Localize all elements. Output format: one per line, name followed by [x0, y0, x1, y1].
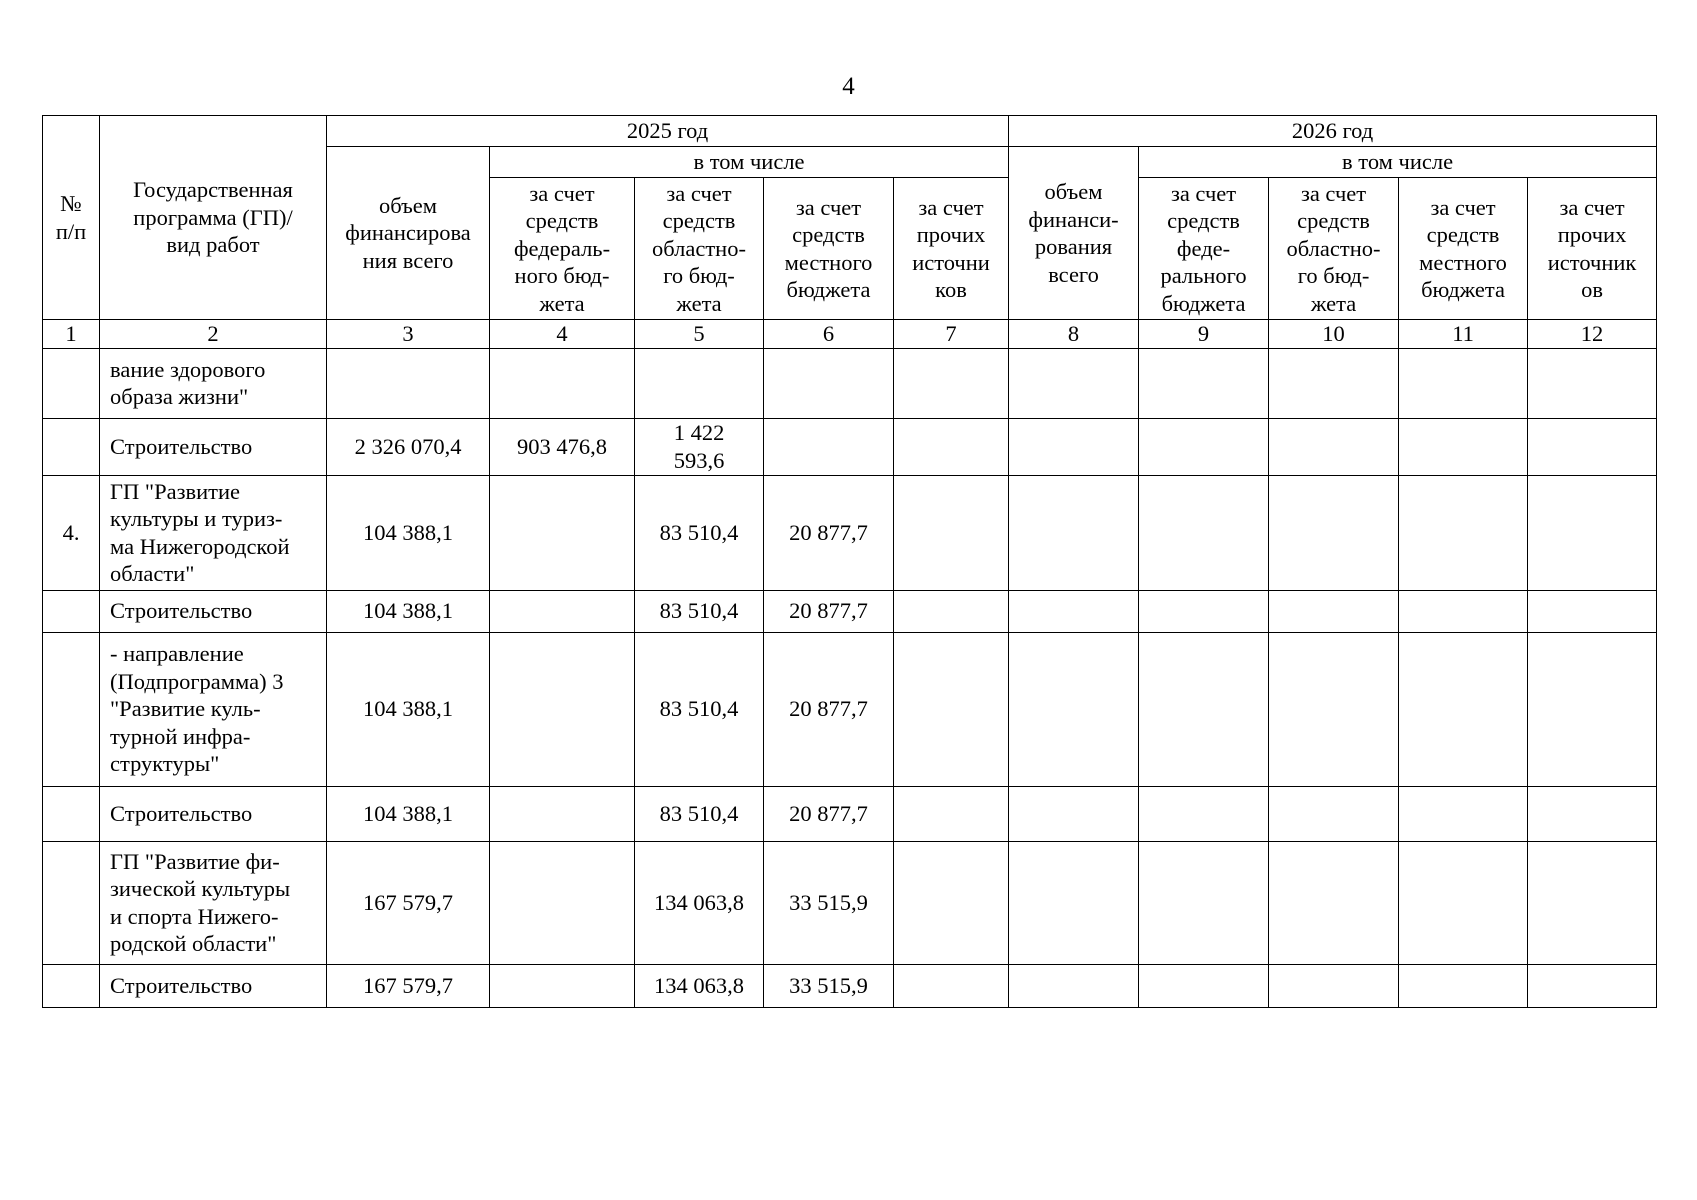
- value-cell: [635, 418, 764, 475]
- value-cell: [635, 348, 764, 418]
- value-cell: [1399, 590, 1528, 632]
- row-number: [43, 632, 100, 786]
- table-body: [43, 348, 1657, 1007]
- budget-table: [42, 115, 1657, 1008]
- value-cell: [1399, 348, 1528, 418]
- value-cell: [1528, 590, 1657, 632]
- column-number: 6: [764, 320, 894, 349]
- value-cell: [1139, 418, 1269, 475]
- program-cell: [100, 964, 327, 1007]
- value-cell: [1009, 786, 1139, 841]
- value-text: 33 515,9: [789, 889, 868, 915]
- value-cell: [490, 964, 635, 1007]
- value-cell: [1009, 418, 1139, 475]
- value-cell: [894, 348, 1009, 418]
- value-text: 104 388,1: [363, 598, 453, 624]
- value-cell: [1399, 632, 1528, 786]
- program-cell: [100, 475, 327, 590]
- row-number: [43, 590, 100, 632]
- value-cell: [490, 590, 635, 632]
- value-text: 20 877,7: [789, 598, 868, 624]
- program-cell: [100, 786, 327, 841]
- value-cell: [764, 964, 894, 1007]
- value-cell: [1528, 632, 1657, 786]
- value-cell: [327, 418, 490, 475]
- value-cell: [764, 632, 894, 786]
- column-number: 8: [1009, 320, 1139, 349]
- table-header: [43, 116, 1657, 349]
- value-cell: [1009, 590, 1139, 632]
- table-row: [43, 590, 1657, 632]
- value-cell: [1399, 841, 1528, 964]
- header-local-2025: за счет средств местного бюджета: [764, 178, 894, 320]
- value-cell: [1399, 475, 1528, 590]
- program-text: вание здорового образа жизни": [110, 356, 266, 409]
- value-text: 167 579,7: [363, 889, 453, 915]
- value-cell: [327, 475, 490, 590]
- value-cell: [894, 418, 1009, 475]
- value-cell: [1399, 786, 1528, 841]
- column-number: 11: [1399, 320, 1528, 349]
- value-cell: [1139, 348, 1269, 418]
- program-cell: [100, 590, 327, 632]
- value-cell: [635, 632, 764, 786]
- value-text: 134 063,8: [654, 972, 744, 998]
- value-cell: [894, 841, 1009, 964]
- value-cell: [894, 590, 1009, 632]
- value-cell: [764, 475, 894, 590]
- value-cell: [1528, 786, 1657, 841]
- column-number-row: [43, 320, 1657, 349]
- table-row: [43, 475, 1657, 590]
- value-cell: [1139, 632, 1269, 786]
- row-number: [43, 348, 100, 418]
- header-regional-2025: за счет средств областно- го бюд- жета: [635, 178, 764, 320]
- value-text: 1 422 593,6: [673, 420, 725, 473]
- value-cell: [1269, 590, 1399, 632]
- header-year-2025: 2025 год: [327, 116, 1009, 147]
- value-cell: [327, 841, 490, 964]
- value-cell: [1139, 786, 1269, 841]
- value-cell: [327, 786, 490, 841]
- program-text: Строительство: [110, 598, 253, 624]
- header-year-2026: 2026 год: [1009, 116, 1657, 147]
- value-text: 33 515,9: [789, 972, 868, 998]
- value-text: 83 510,4: [659, 519, 739, 545]
- value-cell: [490, 632, 635, 786]
- value-text: 104 388,1: [363, 800, 453, 826]
- header-federal-2026: за счет средств феде- рального бюджета: [1139, 178, 1269, 320]
- column-number: 1: [43, 320, 100, 349]
- column-number: 9: [1139, 320, 1269, 349]
- header-federal-2025: за счет средств федераль- ного бюд- жета: [490, 178, 635, 320]
- value-cell: [764, 786, 894, 841]
- header-total-2025: объем финансирова ния всего: [327, 147, 490, 320]
- value-cell: [1009, 348, 1139, 418]
- header-incl-2025: в том числе: [490, 147, 1009, 178]
- value-cell: [764, 348, 894, 418]
- value-cell: [1009, 964, 1139, 1007]
- value-cell: [1139, 841, 1269, 964]
- value-cell: [1139, 590, 1269, 632]
- header-incl-2026: в том числе: [1139, 147, 1657, 178]
- row-number: [43, 418, 100, 475]
- value-cell: [1139, 475, 1269, 590]
- value-cell: [1528, 348, 1657, 418]
- value-cell: [490, 348, 635, 418]
- column-number: 10: [1269, 320, 1399, 349]
- value-text: 20 877,7: [789, 519, 868, 545]
- value-cell: [894, 786, 1009, 841]
- program-cell: [100, 841, 327, 964]
- value-text: 83 510,4: [659, 800, 739, 826]
- program-text: Строительство: [110, 433, 253, 459]
- value-cell: [1009, 841, 1139, 964]
- value-cell: [635, 841, 764, 964]
- column-number: 3: [327, 320, 490, 349]
- value-cell: [1528, 841, 1657, 964]
- value-text: 104 388,1: [363, 519, 453, 545]
- value-cell: [1009, 632, 1139, 786]
- value-cell: [1269, 786, 1399, 841]
- value-cell: [1528, 475, 1657, 590]
- row-number: 4.: [43, 475, 100, 590]
- header-local-2026: за счет средств местного бюджета: [1399, 178, 1528, 320]
- header-number: № п/п: [43, 116, 100, 320]
- value-text: 104 388,1: [363, 696, 453, 722]
- value-text: 2 326 070,4: [354, 433, 462, 459]
- value-text: 134 063,8: [654, 889, 744, 915]
- row-number: [43, 964, 100, 1007]
- program-text: Строительство: [110, 800, 253, 826]
- column-number: 2: [100, 320, 327, 349]
- column-number: 4: [490, 320, 635, 349]
- value-cell: [490, 841, 635, 964]
- row-number: [43, 786, 100, 841]
- value-cell: [764, 590, 894, 632]
- program-text: ГП "Развитие культуры и туриз- ма Нижегородской области": [110, 478, 290, 586]
- header-other-2026: за счет прочих источник ов: [1528, 178, 1657, 320]
- value-cell: [1269, 475, 1399, 590]
- table-row: [43, 964, 1657, 1007]
- column-number: 7: [894, 320, 1009, 349]
- value-cell: [1139, 964, 1269, 1007]
- value-cell: [490, 786, 635, 841]
- row-number: [43, 841, 100, 964]
- value-cell: [327, 348, 490, 418]
- program-text: ГП "Развитие фи- зической культуры и спорта Нижего- родской области": [110, 848, 291, 956]
- column-number: 12: [1528, 320, 1657, 349]
- table-row: [43, 348, 1657, 418]
- value-cell: [894, 964, 1009, 1007]
- value-cell: [490, 418, 635, 475]
- value-cell: [1528, 418, 1657, 475]
- table-row: [43, 841, 1657, 964]
- header-total-2026: объем финанси- рования всего: [1009, 147, 1139, 320]
- value-text: 83 510,4: [659, 598, 739, 624]
- value-cell: [1269, 348, 1399, 418]
- page-number: 4: [842, 73, 855, 100]
- value-text: 903 476,8: [517, 433, 607, 459]
- value-cell: [635, 475, 764, 590]
- value-cell: [635, 590, 764, 632]
- header-other-2025: за счет прочих источни ков: [894, 178, 1009, 320]
- program-text: - направление (Подпрограмма) 3 "Развитие куль- турной инфра- структуры": [110, 641, 284, 777]
- value-text: 167 579,7: [363, 972, 453, 998]
- value-cell: [1399, 964, 1528, 1007]
- value-cell: [1399, 418, 1528, 475]
- value-cell: [764, 841, 894, 964]
- column-number: 5: [635, 320, 764, 349]
- program-cell: [100, 418, 327, 475]
- table-row: [43, 632, 1657, 786]
- value-text: 83 510,4: [659, 696, 739, 722]
- value-cell: [1009, 475, 1139, 590]
- value-cell: [635, 964, 764, 1007]
- value-cell: [894, 632, 1009, 786]
- value-cell: [1269, 964, 1399, 1007]
- value-text: 20 877,7: [789, 800, 868, 826]
- value-cell: [1269, 632, 1399, 786]
- value-cell: [1528, 964, 1657, 1007]
- value-cell: [1269, 418, 1399, 475]
- value-cell: [1269, 841, 1399, 964]
- value-cell: [764, 418, 894, 475]
- program-cell: [100, 632, 327, 786]
- table-row: [43, 418, 1657, 475]
- program-cell: [100, 348, 327, 418]
- value-cell: [894, 475, 1009, 590]
- program-text: Строительство: [110, 972, 253, 998]
- table-row: [43, 786, 1657, 841]
- value-cell: [490, 475, 635, 590]
- header-regional-2026: за счет средств областно- го бюд- жета: [1269, 178, 1399, 320]
- value-cell: [327, 964, 490, 1007]
- header-program: Государственная программа (ГП)/ вид работ: [100, 116, 327, 320]
- value-text: 20 877,7: [789, 696, 868, 722]
- value-cell: [327, 632, 490, 786]
- value-cell: [635, 786, 764, 841]
- value-cell: [327, 590, 490, 632]
